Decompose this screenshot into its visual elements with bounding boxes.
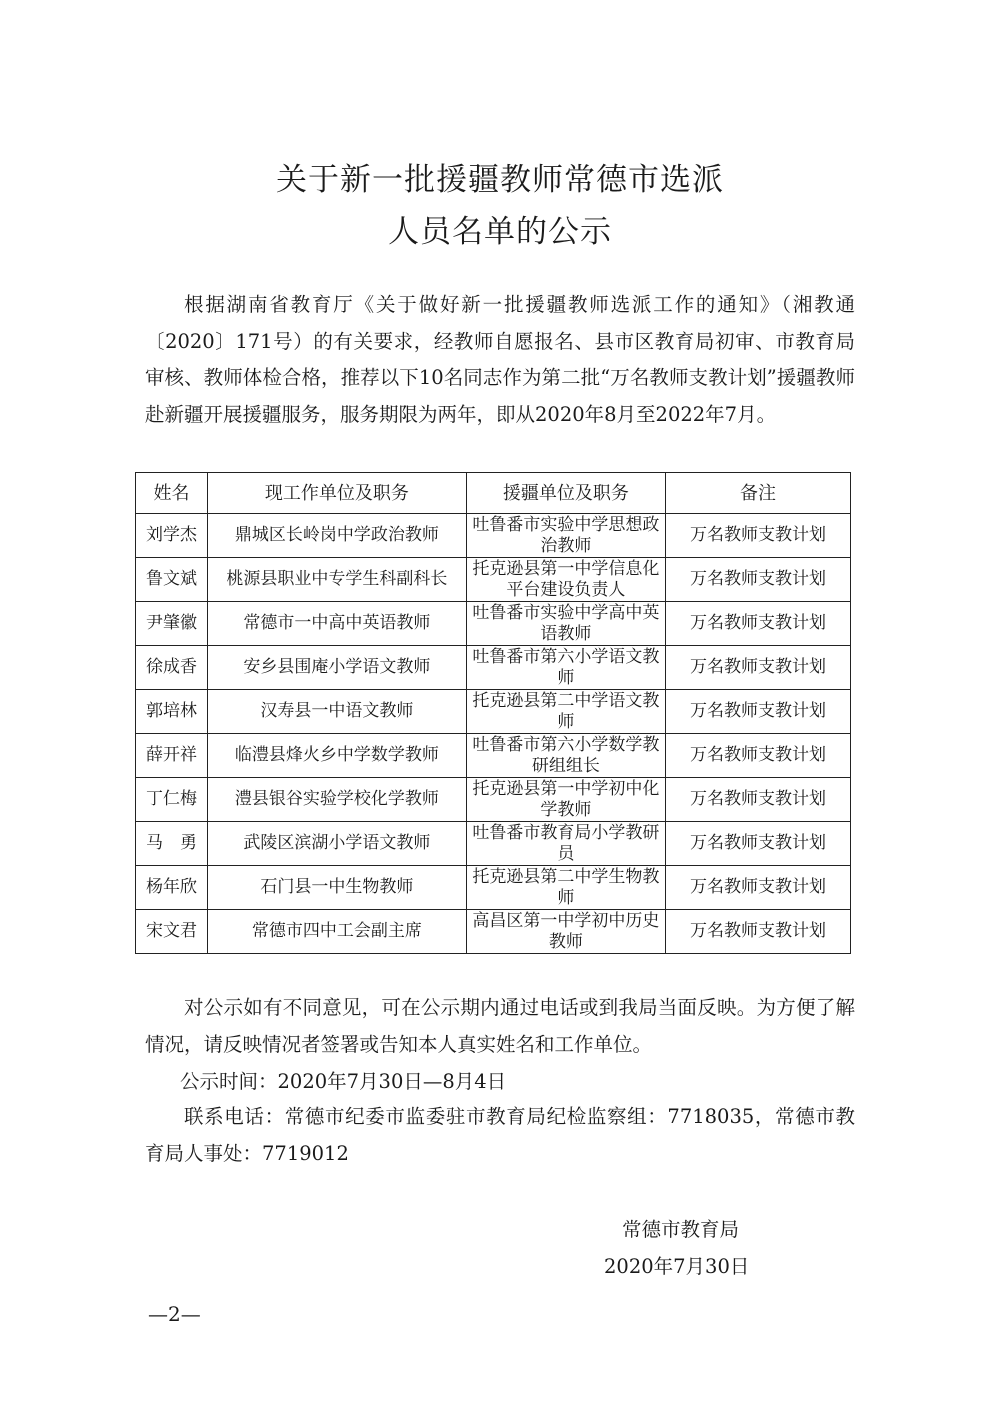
- cell-name: 马 勇: [136, 822, 208, 866]
- cell-name: 郭培林: [136, 690, 208, 734]
- cell-name: 尹肇徽: [136, 602, 208, 646]
- cell-current-unit: 石门县一中生物教师: [207, 866, 466, 910]
- issue-date: 2020年7月30日: [604, 1255, 750, 1278]
- cell-aid-unit: 吐鲁番市实验中学高中英语教师: [466, 602, 665, 646]
- cell-current-unit: 临澧县烽火乡中学数学教师: [207, 734, 466, 778]
- table-row: [136, 734, 851, 778]
- cell-aid-unit: 吐鲁番市教育局小学教研员: [466, 822, 665, 866]
- cell-current-unit: 武陵区滨湖小学语文教师: [207, 822, 466, 866]
- issuing-organization: 常德市教育局: [622, 1218, 740, 1241]
- publicity-period: 公示时间：2020年7月30日—8月4日: [180, 1070, 507, 1093]
- cell-name: 杨年欣: [136, 866, 208, 910]
- teacher-list-table: [135, 472, 851, 954]
- table-row: [136, 866, 851, 910]
- document-title-line1: 关于新一批援疆教师常德市选派: [276, 162, 724, 198]
- table-row: [136, 690, 851, 734]
- cell-aid-unit: 托克逊县第二中学生物教师: [466, 866, 665, 910]
- cell-note: 万名教师支教计划: [666, 910, 851, 954]
- cell-name: 薛开祥: [136, 734, 208, 778]
- header-name: 姓名: [136, 473, 208, 514]
- table-row: [136, 910, 851, 954]
- intro-paragraph: 根据湖南省教育厅《关于做好新一批援疆教师选派工作的通知》（湘教通〔2020〕171号）的有关要求，经教师自愿报名、县市区教育局初审、市教育局审核、教师体检合格，推荐以下10名同志作为第二批“万名教师支教计划”援疆教师赴新疆开展援疆服务，服务期限为两年，即从2020年8月至2022年7月。: [145, 293, 855, 426]
- cell-current-unit: 鼎城区长岭岗中学政治教师: [207, 514, 466, 558]
- table-header-row: [136, 473, 851, 514]
- document-title-line2: 人员名单的公示: [388, 214, 612, 250]
- cell-name: 徐成香: [136, 646, 208, 690]
- header-aid-unit: 援疆单位及职务: [466, 473, 665, 514]
- cell-current-unit: 常德市一中高中英语教师: [207, 602, 466, 646]
- cell-aid-unit: 吐鲁番市第六小学语文教师: [466, 646, 665, 690]
- cell-current-unit: 常德市四中工会副主席: [207, 910, 466, 954]
- cell-note: 万名教师支教计划: [666, 778, 851, 822]
- table-row: [136, 822, 851, 866]
- cell-aid-unit: 吐鲁番市实验中学思想政治教师: [466, 514, 665, 558]
- cell-note: 万名教师支教计划: [666, 514, 851, 558]
- cell-aid-unit: 托克逊县第二中学语文教师: [466, 690, 665, 734]
- table-row: [136, 646, 851, 690]
- cell-note: 万名教师支教计划: [666, 690, 851, 734]
- cell-aid-unit: 吐鲁番市第六小学数学教研组组长: [466, 734, 665, 778]
- cell-name: 丁仁梅: [136, 778, 208, 822]
- cell-name: 鲁文斌: [136, 558, 208, 602]
- table-row: [136, 602, 851, 646]
- cell-aid-unit: 高昌区第一中学初中历史教师: [466, 910, 665, 954]
- cell-note: 万名教师支教计划: [666, 866, 851, 910]
- table-row: [136, 514, 851, 558]
- cell-name: 宋文君: [136, 910, 208, 954]
- cell-note: 万名教师支教计划: [666, 646, 851, 690]
- table-row: [136, 778, 851, 822]
- cell-name: 刘学杰: [136, 514, 208, 558]
- cell-current-unit: 汉寿县一中语文教师: [207, 690, 466, 734]
- cell-note: 万名教师支教计划: [666, 822, 851, 866]
- objection-paragraph: 对公示如有不同意见，可在公示期内通过电话或到我局当面反映。为方便了解情况，请反映情况者签署或告知本人真实姓名和工作单位。: [145, 996, 855, 1056]
- cell-aid-unit: 托克逊县第一中学初中化学教师: [466, 778, 665, 822]
- cell-current-unit: 安乡县围庵小学语文教师: [207, 646, 466, 690]
- header-note: 备注: [666, 473, 851, 514]
- cell-note: 万名教师支教计划: [666, 602, 851, 646]
- contact-info: 联系电话：常德市纪委市监委驻市教育局纪检监察组：7718035，常德市教育局人事处：7719012: [145, 1105, 855, 1165]
- cell-note: 万名教师支教计划: [666, 734, 851, 778]
- cell-aid-unit: 托克逊县第一中学信息化平台建设负责人: [466, 558, 665, 602]
- page-number: —2—: [148, 1302, 201, 1326]
- cell-current-unit: 桃源县职业中专学生科副科长: [207, 558, 466, 602]
- table-row: [136, 558, 851, 602]
- header-current-unit: 现工作单位及职务: [207, 473, 466, 514]
- cell-note: 万名教师支教计划: [666, 558, 851, 602]
- cell-current-unit: 澧县银谷实验学校化学教师: [207, 778, 466, 822]
